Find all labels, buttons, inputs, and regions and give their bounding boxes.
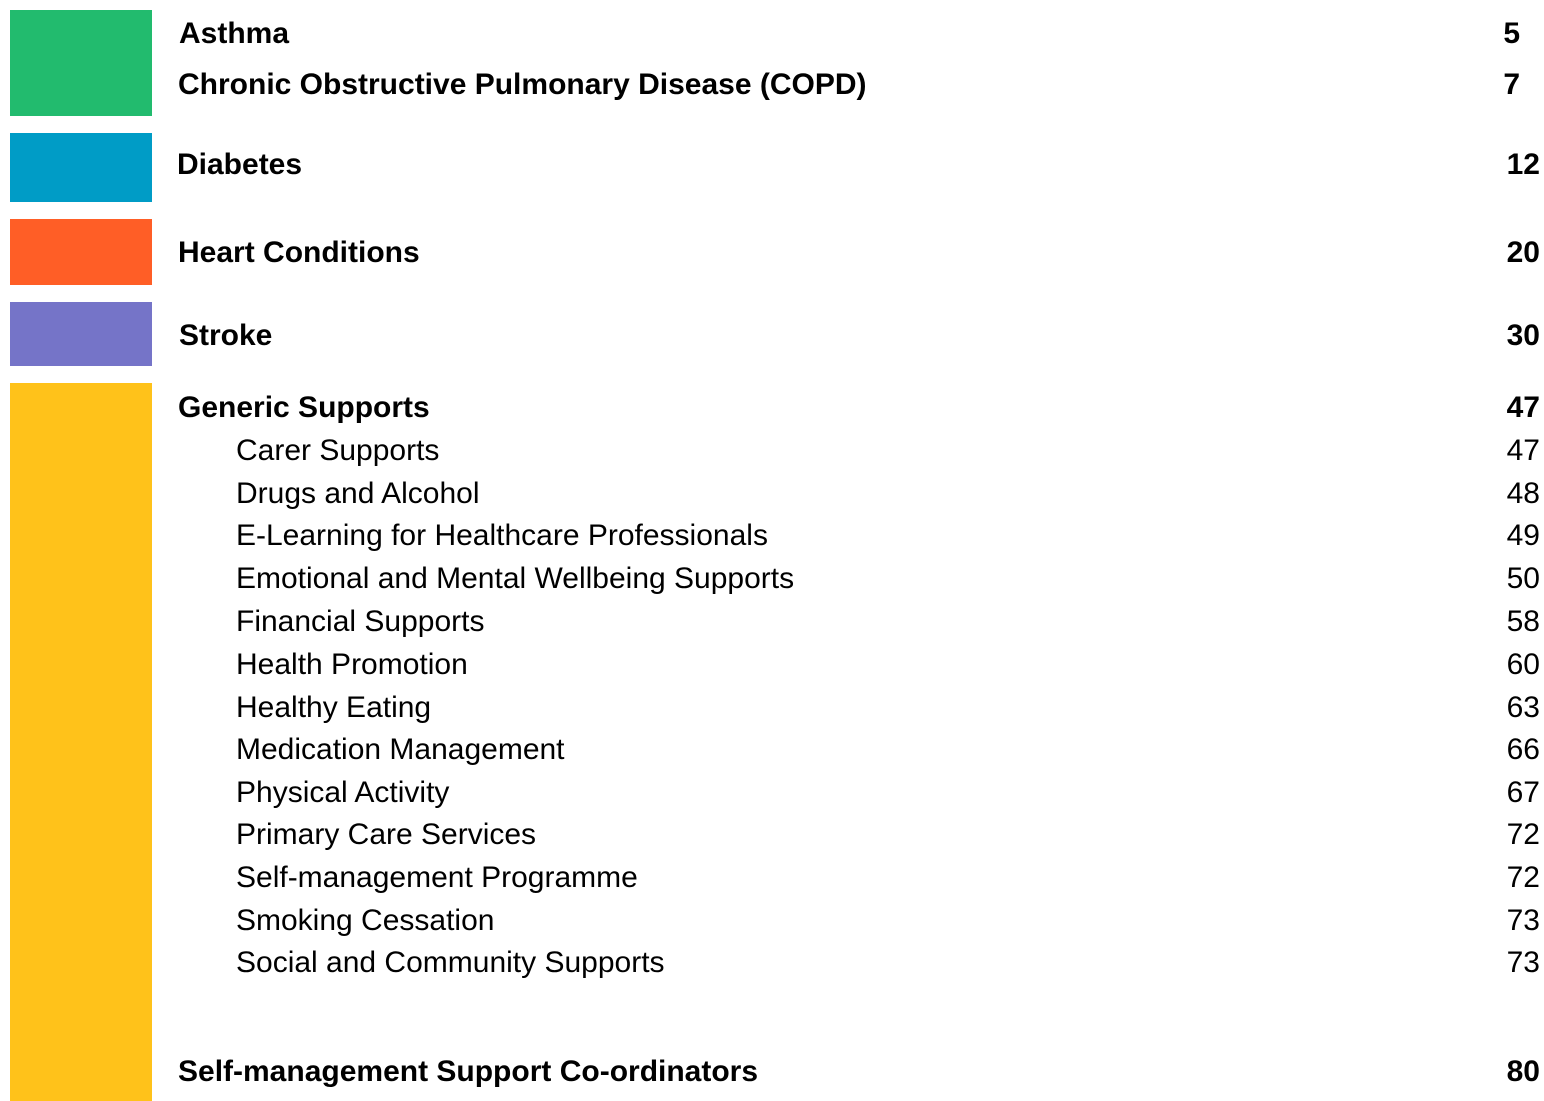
toc-entry-page: 7 (1503, 68, 1520, 101)
toc-entry-copd[interactable] (0, 67, 1520, 103)
toc-subentry-title: Emotional and Mental Wellbeing Supports (236, 562, 795, 595)
toc-subentry-title: Carer Supports (236, 434, 440, 467)
toc-entry-title: Diabetes (177, 148, 303, 181)
toc-entry-asthma[interactable] (0, 16, 1520, 52)
toc-subentry-primary-care[interactable] (0, 817, 1540, 853)
toc-entry-title: Chronic Obstructive Pulmonary Disease (COPD) (178, 68, 867, 101)
toc-subentry-title: Social and Community Supports (236, 946, 665, 979)
toc-entry-page: 80 (1506, 1055, 1540, 1088)
toc-entry-heart-conditions[interactable] (0, 235, 1540, 271)
toc-subentry-title: Self-management Programme (236, 861, 638, 894)
toc-subentry-page: 48 (1506, 477, 1540, 510)
toc-subentry-medication-management[interactable] (0, 732, 1540, 768)
toc-entry-title: Stroke (179, 319, 273, 352)
toc-entry-page: 5 (1503, 17, 1520, 50)
toc-subentry-page: 60 (1506, 648, 1540, 681)
toc-subentry-page: 67 (1506, 776, 1540, 809)
toc-entry-page: 30 (1506, 319, 1540, 352)
toc-subentry-smoking-cessation[interactable] (0, 903, 1540, 939)
toc-entry-generic-supports[interactable] (0, 390, 1540, 426)
toc-subentry-carer-supports[interactable] (0, 433, 1540, 469)
toc-subentry-title: Physical Activity (236, 776, 450, 809)
toc-subentry-financial-supports[interactable] (0, 604, 1540, 640)
toc-entry-title: Asthma (179, 17, 290, 50)
toc-subentry-title: Medication Management (236, 733, 565, 766)
toc-subentry-page: 72 (1506, 818, 1540, 851)
toc-subentry-e-learning[interactable] (0, 518, 1540, 554)
toc-subentry-title: Smoking Cessation (236, 904, 495, 937)
toc-subentry-page: 63 (1506, 691, 1540, 724)
toc-entry-page: 20 (1506, 236, 1540, 269)
toc-subentry-emotional-wellbeing[interactable] (0, 561, 1540, 597)
toc-subentry-title: Primary Care Services (236, 818, 537, 851)
toc-entry-diabetes[interactable] (0, 147, 1540, 183)
toc-subentry-page: 47 (1506, 434, 1540, 467)
toc-subentry-page: 66 (1506, 733, 1540, 766)
toc-entry-self-management-coordinators[interactable] (0, 1054, 1540, 1090)
toc-subentry-page: 49 (1506, 519, 1540, 552)
toc-subentry-page: 73 (1506, 904, 1540, 937)
toc-subentry-drugs-alcohol[interactable] (0, 476, 1540, 512)
toc-subentry-self-management-programme[interactable] (0, 860, 1540, 896)
toc-subentry-page: 50 (1506, 562, 1540, 595)
toc-subentry-title: Financial Supports (236, 605, 485, 638)
toc-entry-title: Self-management Support Co-ordinators (178, 1055, 759, 1088)
toc-subentry-title: Drugs and Alcohol (236, 477, 480, 510)
toc-subentry-physical-activity[interactable] (0, 775, 1540, 811)
toc-subentry-page: 73 (1506, 946, 1540, 979)
toc-entry-page: 12 (1506, 148, 1540, 181)
toc-subentry-page: 72 (1506, 861, 1540, 894)
toc-subentry-title: E-Learning for Healthcare Professionals (236, 519, 768, 552)
toc-entry-stroke[interactable] (0, 318, 1540, 354)
toc-entry-page: 47 (1506, 391, 1540, 424)
toc-subentry-social-community[interactable] (0, 945, 1540, 981)
toc-entry-title: Heart Conditions (178, 236, 420, 269)
toc-subentry-healthy-eating[interactable] (0, 690, 1540, 726)
toc-entry-title: Generic Supports (178, 391, 430, 424)
toc-subentry-page: 58 (1506, 605, 1540, 638)
toc-subentry-health-promotion[interactable] (0, 647, 1540, 683)
toc-subentry-title: Health Promotion (236, 648, 468, 681)
toc-subentry-title: Healthy Eating (236, 691, 432, 724)
